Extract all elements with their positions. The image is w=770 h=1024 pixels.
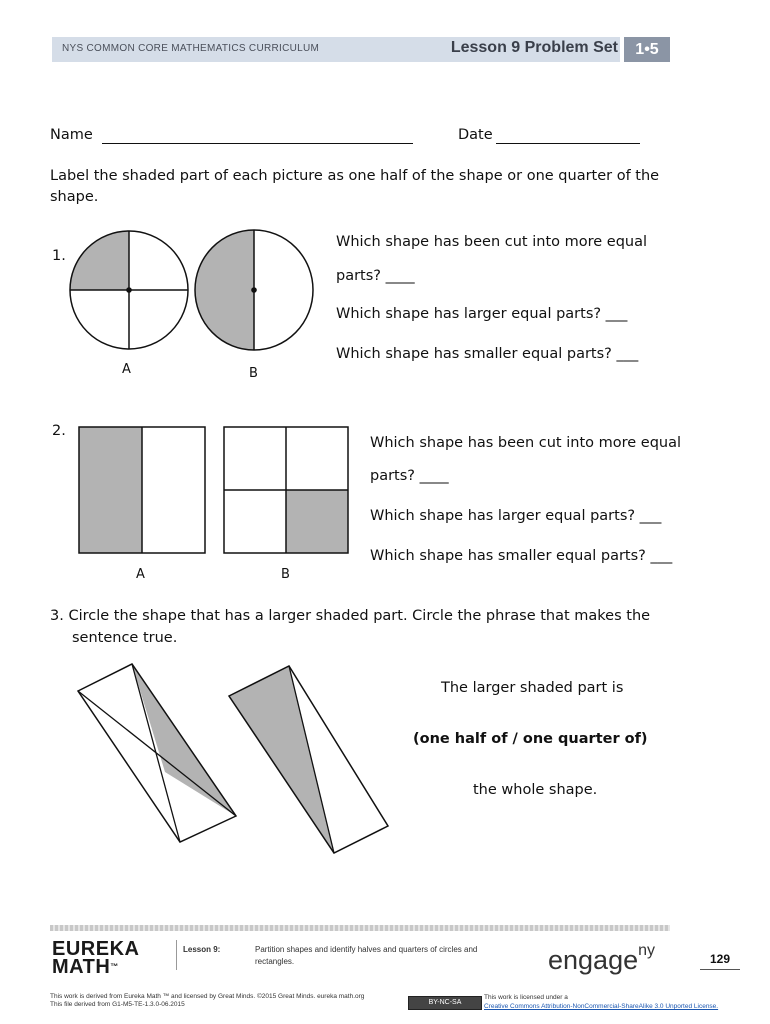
- problem-2-label-b: B: [281, 567, 290, 582]
- module-badge: 1•5: [624, 37, 670, 62]
- instruction-line-2: shape.: [50, 189, 99, 205]
- footer-lesson: Lesson 9:: [183, 945, 221, 954]
- slanted-rectangle-a: [78, 664, 236, 842]
- lesson-title: Lesson 9 Problem Set: [450, 39, 618, 56]
- problem-2-label-a: A: [136, 567, 145, 582]
- circle-a: [70, 231, 188, 349]
- license-right-1: This work is licensed under a: [484, 994, 568, 1001]
- problem-1-label-a: A: [122, 362, 131, 377]
- problem-2-number: 2.: [52, 423, 66, 439]
- footer-rule: [50, 925, 670, 931]
- license-link[interactable]: Creative Commons Attribution-NonCommercial-ShareAlike 3.0 Unported License.: [484, 1003, 719, 1010]
- problem-3-shapes: [70, 655, 400, 870]
- license-left-1: This work is derived from Eureka Math ™ and licensed by Great Minds. ©2015 Great Minds. eureka math.org: [50, 993, 365, 1000]
- problem-1-question-3: Which shape has smaller equal parts? ___: [336, 346, 639, 362]
- date-field[interactable]: [496, 143, 640, 144]
- eureka-math-logo: EUREKA MATH™: [52, 938, 140, 978]
- problem-3-line-1: 3. Circle the shape that has a larger shaded part. Circle the phrase that makes the: [50, 608, 651, 624]
- sentence-part-3: the whole shape.: [473, 782, 598, 798]
- page-number: 129: [700, 952, 740, 970]
- date-label: Date: [458, 127, 493, 143]
- slanted-rectangle-b: [229, 666, 388, 853]
- problem-2-question-1: Which shape has been cut into more equal: [370, 435, 682, 451]
- sentence-choice[interactable]: (one half of / one quarter of): [413, 731, 648, 747]
- name-field[interactable]: [102, 143, 413, 144]
- rectangle-b: [224, 427, 348, 553]
- problem-1-question-1: Which shape has been cut into more equal: [336, 234, 648, 250]
- curriculum-title: NYS COMMON CORE MATHEMATICS CURRICULUM: [62, 43, 320, 54]
- name-label: Name: [50, 127, 93, 143]
- problem-1-number: 1.: [52, 248, 66, 264]
- footer-separator: [176, 940, 177, 970]
- problem-3-line-2: sentence true.: [72, 630, 178, 646]
- cc-license-icon: BY-NC-SA: [408, 996, 482, 1010]
- engageny-logo: engage$^{ny}$: [548, 942, 656, 975]
- circle-b: [195, 230, 313, 350]
- rectangle-a: [79, 427, 205, 553]
- problem-1-question-1-answer: parts? ____: [336, 268, 415, 284]
- problem-2-question-3: Which shape has smaller equal parts? ___: [370, 548, 673, 564]
- problem-2-question-1-answer: parts? ____: [370, 468, 449, 484]
- problem-2-question-2: Which shape has larger equal parts? ___: [370, 508, 662, 524]
- footer-topic-line-1: Partition shapes and identify halves and quarters of circles and: [255, 945, 478, 954]
- instruction-line-1: Label the shaded part of each picture as one half of the shape or one quarter of the: [50, 168, 660, 184]
- problem-2-rectangles: [70, 420, 360, 560]
- sentence-part-1: The larger shaded part is: [441, 680, 624, 696]
- footer-topic-line-2: rectangles.: [255, 957, 295, 966]
- license-left-2: This file derived from G1-M5-TE-1.3.0-06.2015: [50, 1001, 185, 1008]
- problem-1-question-2: Which shape has larger equal parts? ___: [336, 306, 628, 322]
- problem-1-circles: [60, 222, 320, 362]
- problem-1-label-b: B: [249, 366, 258, 381]
